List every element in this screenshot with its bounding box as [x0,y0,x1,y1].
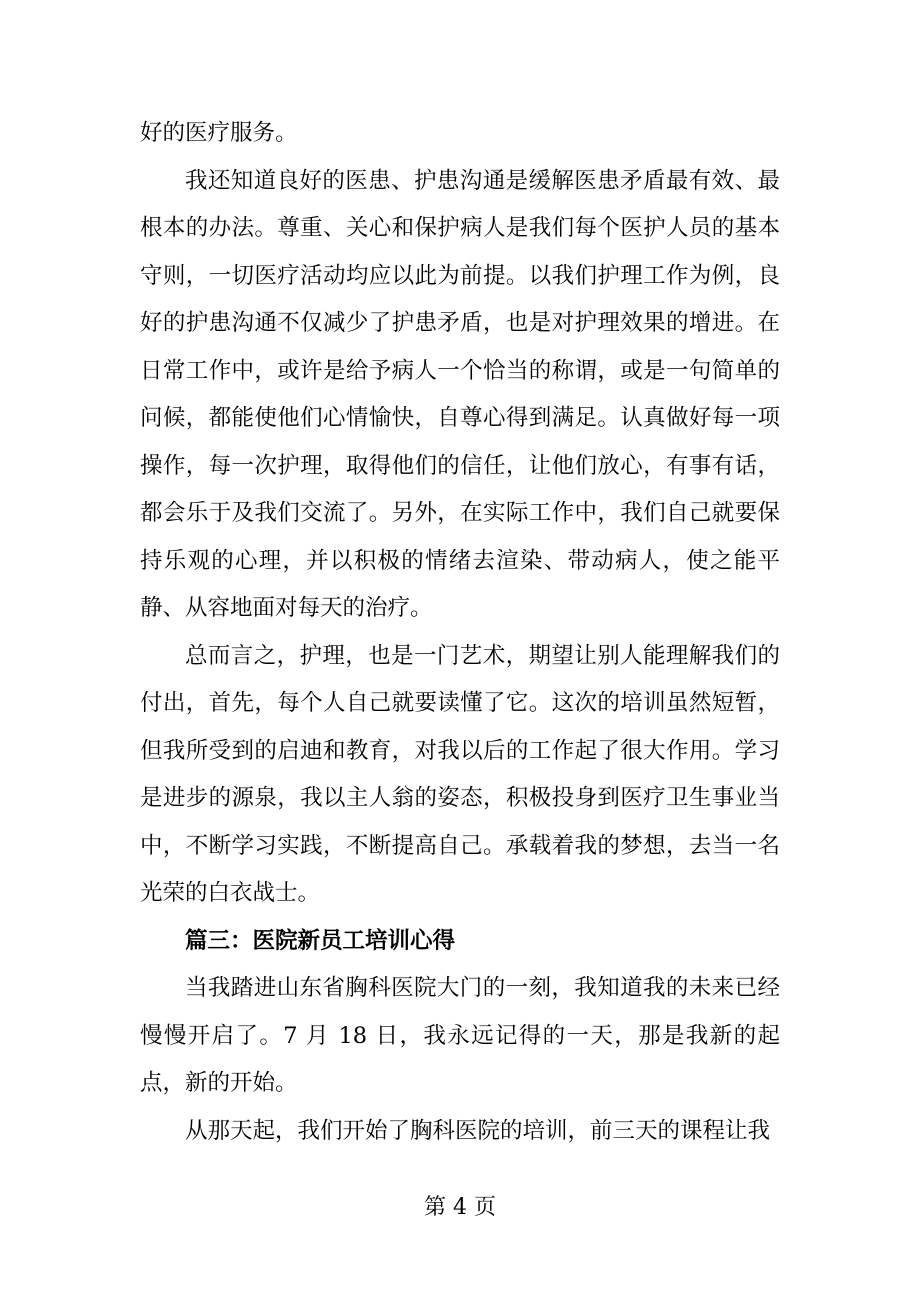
paragraph-arrival: 当我踏进山东省胸科医院大门的一刻，我知道我的未来已经慢慢开启了。7 月 18 日，我永远记得的一天，那是我新的起点，新的开始。 [140,975,780,1096]
paragraph-communication: 我还知道良好的医患、护患沟通是缓解医患矛盾最有效、最根本的办法。尊重、关心和保护病人是我们每个医护人员的基本守则，一切医疗活动均应以此为前提。以我们护理工作为例，良好的护患沟通不仅减少了护患矛盾，也是对护理效果的增进。在日常工作中，或许是给予病人一个恰当的称谓，或是一句简单的问候，都能使他们心情愉快，自尊心得到满足。认真做好每一项操作，每一次护理，取得他们的信任，让他们放心，有事有话，都会乐于及我们交流了。另外，在实际工作中，我们自己就要保持乐观的心理，并以积极的情绪去渲染、带动病人，使之能平静、从容地面对每天的治疗。 [140,167,780,621]
body-text [140,110,780,1155]
page-number: 第 4 页 [424,1195,496,1220]
section-heading: 篇三：医院新员工培训心得 [185,927,456,954]
paragraph-training: 从那天起，我们开始了胸科医院的培训，前三天的课程让我 [185,1117,771,1144]
paragraph-conclusion: 总而言之，护理，也是一门艺术，期望让别人能理解我们的付出，首先，每个人自己就要读懂了它。这次的培训虽然短暂，但我所受到的启迪和教育，对我以后的工作起了很大作用。学习是进步的源泉，我以主人翁的姿态，积极投身到医疗卫生事业当中，不断学习实践，不断提高自己。承载着我的梦想，去当一名光荣的白衣战士。 [140,642,780,906]
paragraph-continuation: 好的医疗服务。 [140,120,298,146]
